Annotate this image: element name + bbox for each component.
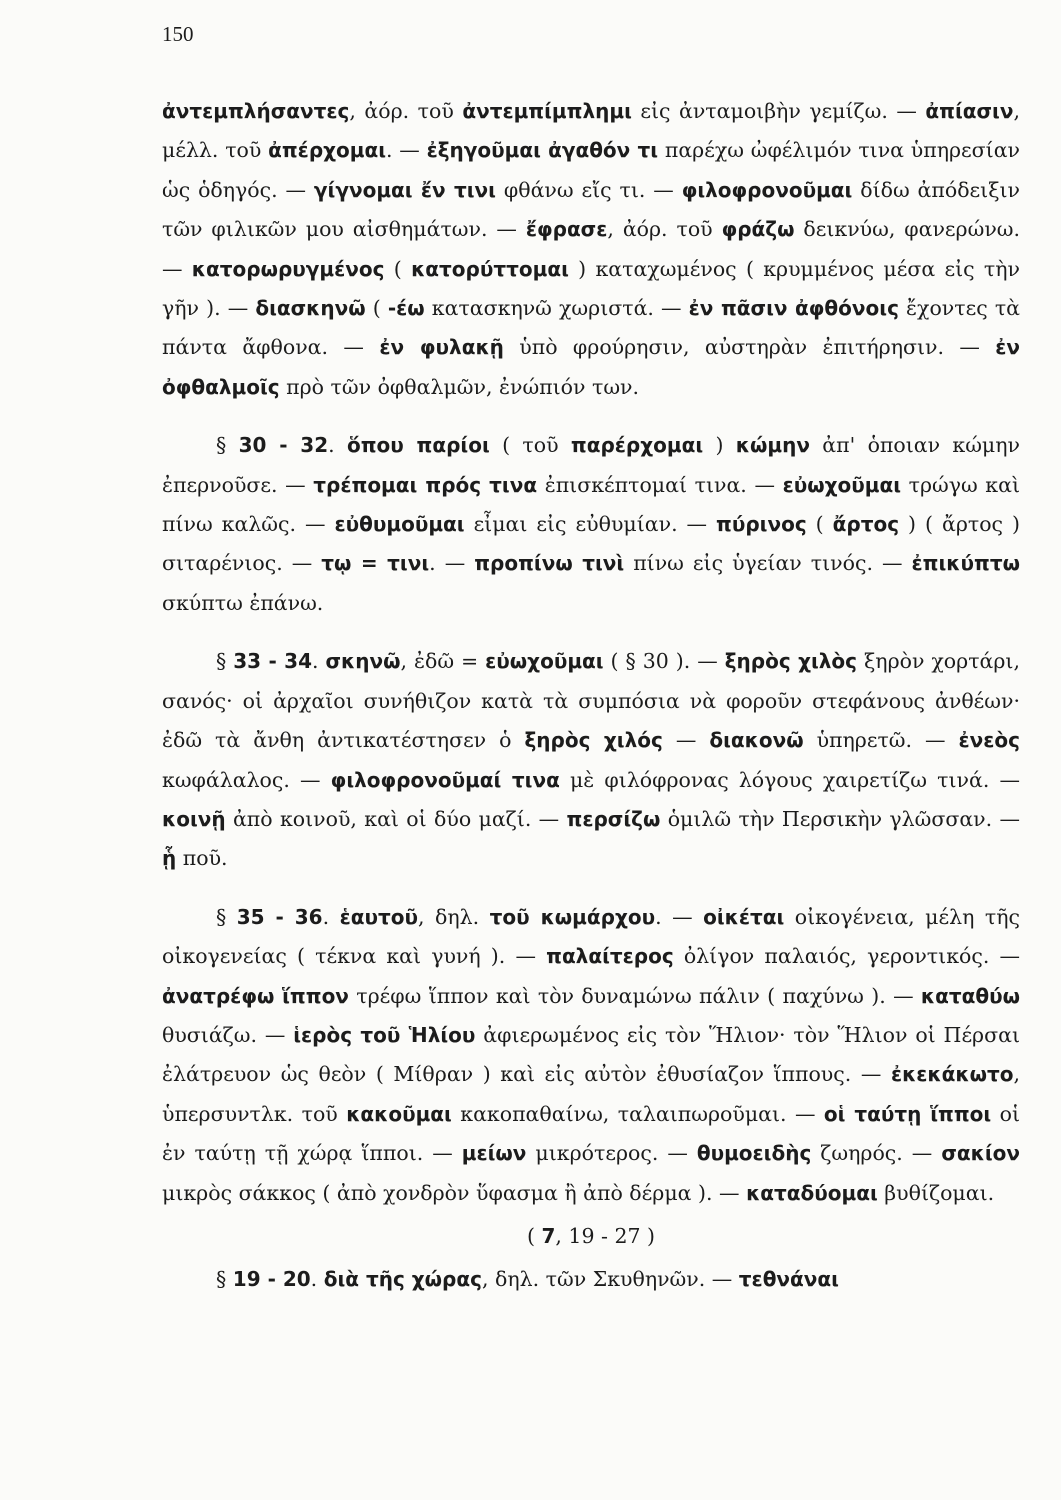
gloss-text: . — [322, 904, 340, 929]
headword: ἑαυτοῦ — [339, 904, 418, 929]
section-heading-chapter: 7 — [541, 1223, 556, 1248]
headword: ἔφρασε — [525, 217, 608, 242]
headword: κώμην — [735, 433, 810, 458]
gloss-text: κακοπαθαίνω, ταλαιπωροῦμαι. — — [451, 1101, 824, 1126]
gloss-text: φθάνω εἴς τι. — — [495, 177, 682, 202]
headword: κοινῇ — [162, 806, 226, 831]
headword: 35 - 36 — [236, 904, 323, 929]
headword: διακονῶ — [709, 728, 804, 753]
headword: ἐν ὀφθαλμοῖς — [162, 335, 1021, 399]
gloss-text: , ἀόρ. τοῦ — [607, 217, 722, 242]
gloss-text: οἰκογένεια, μέλη τῆς οἰκογενείας ( τέκνα καὶ γυνή ). — — [162, 904, 1020, 969]
gloss-text: ξηρὸν χορτάρι, σανός· οἱ ἀρχαῖοι συνήθιζον κατὰ τὰ συμπόσια νὰ φοροῦν στεφάνους ἀνθέων· ἐδῶ τὰ ἄνθη ἀντικατέστησεν ὁ — [162, 649, 1020, 753]
gloss-text: ( § 30 ). — — [603, 649, 725, 674]
headword: κατορωρυγμένος — [191, 256, 385, 281]
gloss-text: ) ( ἄρτος ) σιταρένιος. — — [162, 512, 1021, 576]
gloss-text: ( τοῦ — [489, 433, 571, 458]
gloss-text: . — — [655, 904, 704, 929]
gloss-text: δεικνύω, φανερώνω. — — [162, 217, 1021, 281]
gloss-text: κωφάλαλος. — — [162, 767, 331, 792]
headword: μείων — [461, 1141, 527, 1166]
headword: ἀπέρχομαι — [268, 138, 387, 163]
headword: θυμοειδὴς — [696, 1141, 812, 1166]
gloss-text: § — [216, 904, 237, 929]
commentary-text — [162, 92, 1020, 1300]
gloss-text: ( — [365, 296, 388, 321]
gloss-text: . — — [429, 551, 475, 576]
headword: οἱ ταύτῃ ἵπποι — [823, 1101, 992, 1126]
gloss-text: § — [216, 433, 239, 458]
headword: σκηνῶ — [325, 649, 401, 674]
headword: 19 - 20 — [232, 1267, 311, 1292]
section-heading — [162, 1217, 1020, 1256]
gloss-text: — — [662, 728, 710, 753]
headword: σακίον — [941, 1141, 1020, 1166]
gloss-text: ζωηρός. — — [811, 1141, 942, 1166]
headword: ἐν πᾶσιν ἀφθόνοις — [688, 296, 899, 321]
headword: ἱερὸς τοῦ Ἡλίου — [293, 1022, 476, 1047]
gloss-text: βυθίζομαι. — [877, 1180, 995, 1205]
headword: διασκηνῶ — [255, 296, 366, 321]
gloss-text: ὀλίγον παλαιός, γεροντικός. — — [673, 944, 1020, 969]
headword: 33 - 34 — [233, 649, 312, 674]
headword: 30 - 32 — [238, 433, 329, 458]
gloss-text: ὑπὸ φρούρησιν, αὐστηρὰν ἐπιτήρησιν. — — [503, 335, 996, 360]
headword: ἐκεκάκωτο — [890, 1062, 1014, 1087]
gloss-text: . — [328, 433, 347, 458]
headword: -έω — [387, 296, 425, 321]
gloss-text: ) — [703, 433, 736, 458]
headword: ἄρτος — [832, 512, 900, 537]
paragraph-section-35-36 — [162, 898, 1020, 1213]
gloss-text: τρέφω ἵππον καὶ τὸν δυναμώνω πάλιν ( παχύνω ). — — [348, 983, 921, 1008]
headword: εὐθυμοῦμαι — [334, 512, 465, 537]
gloss-text: ( — [384, 256, 412, 281]
headword: ἐξηγοῦμαι ἀγαθόν τι — [426, 138, 659, 163]
headword: περσίζω — [566, 806, 661, 831]
gloss-text: ἀπὸ κοινοῦ, καὶ οἱ δύο μαζί. — — [225, 806, 567, 831]
gloss-text: πίνω εἰς ὑγείαν τινός. — — [624, 551, 912, 576]
gloss-text: ὑπηρετῶ. — — [803, 728, 959, 753]
gloss-text: παρέχω ὠφέλιμόν τινα ὑπηρεσίαν ὡς ὁδηγός. — — [162, 138, 1021, 202]
gloss-text: εἶμαι εἰς εὐθυμίαν. — — [464, 512, 717, 537]
gloss-text: . — — [386, 138, 427, 163]
headword: καταδύομαι — [746, 1180, 878, 1205]
headword: φιλοφρονοῦμαι — [681, 177, 853, 202]
headword: ἀντεμπίμπλημι — [462, 99, 632, 123]
gloss-text: , δηλ. τῶν Σκυθηνῶν. — — [481, 1267, 739, 1292]
gloss-text: θυσιάζω. — — [162, 1022, 294, 1047]
headword: τοῦ κωμάρχου — [489, 904, 656, 929]
headword: εὐωχοῦμαι — [485, 649, 604, 674]
section-heading-open: ( — [526, 1223, 542, 1248]
gloss-text: ποῦ. — [176, 846, 228, 871]
headword: φράζω — [721, 217, 795, 242]
gloss-text: τρώγω καὶ πίνω καλῶς. — — [162, 472, 1020, 537]
headword: πύρινος — [716, 512, 807, 537]
headword: γίγνομαι ἔν τινι — [313, 177, 496, 202]
headword: καταθύω — [920, 983, 1021, 1008]
gloss-text: , μέλλ. τοῦ — [162, 99, 1021, 163]
gloss-text: σκύπτω ἐπάνω. — [162, 590, 324, 615]
headword: ἐν φυλακῇ — [379, 335, 504, 360]
section-heading-range: , 19 - 27 ) — [555, 1223, 656, 1248]
gloss-text: , ὑπερσυντλκ. τοῦ — [162, 1062, 1020, 1126]
headword: διὰ τῆς χώρας — [323, 1267, 482, 1292]
gloss-text: πρὸ τῶν ὀφθαλμῶν, ἐνώπιόν των. — [279, 374, 640, 399]
gloss-text: § — [216, 649, 234, 674]
page-number: 150 — [162, 22, 194, 46]
gloss-text: ) καταχωμένος ( κρυμμένος μέσα εἰς τὴν γῆν ). — — [162, 256, 1020, 321]
headword: ἀνατρέφω ἵππον — [162, 983, 349, 1008]
headword: παρέρχομαι — [570, 433, 704, 458]
gloss-text: ἀπ' ὁποιαν κώμην ἐπερνοῦσε. — — [162, 433, 1020, 497]
gloss-text: , ἀόρ. τοῦ — [349, 99, 463, 123]
headword: εὐωχοῦμαι — [782, 472, 901, 497]
headword: προπίνω τινὶ — [474, 551, 625, 576]
headword: ὅπου παρίοι — [346, 433, 490, 458]
headword: φιλοφρονοῦμαί τινα — [330, 767, 560, 792]
gloss-text: εἰς ἀνταμοιβὴν γεμίζω. — — [631, 99, 926, 123]
paragraph-section-19-20 — [162, 1260, 1020, 1299]
headword: ξηρὸς χιλός — [524, 728, 663, 753]
gloss-text: ἐπισκέπτομαί τινα. — — [537, 472, 783, 497]
headword: ἀπίασιν — [925, 99, 1014, 123]
gloss-text: ὁμιλῶ τὴν Περσικὴν γλῶσσαν. — — [660, 806, 1020, 831]
gloss-text: μικρότερος. — — [526, 1141, 697, 1166]
gloss-text: μικρὸς σάκκος ( ἀπὸ χονδρὸν ὕφασμα ἢ ἀπὸ δέρμα ). — — [162, 1180, 747, 1205]
paragraph-glossary-1 — [162, 92, 1020, 407]
gloss-text: , ἐδῶ = — [400, 649, 486, 674]
gloss-text: . — [312, 649, 326, 674]
gloss-text: . — [310, 1267, 324, 1292]
gloss-text: ( — [806, 512, 833, 537]
headword: ἐνεὸς — [958, 728, 1021, 753]
headword: ᾗ — [162, 846, 177, 871]
paragraph-section-30-32 — [162, 426, 1020, 623]
headword: τεθνάναι — [738, 1267, 839, 1292]
headword: ἐπικύπτω — [911, 551, 1020, 576]
headword: τρέπομαι πρός τινα — [313, 472, 538, 497]
headword: τῳ = τινι — [321, 551, 430, 576]
gloss-text: , δηλ. — [418, 904, 490, 929]
headword: ἀντεμπλήσαντες — [162, 99, 350, 123]
gloss-text: δίδω ἀπόδειξιν τῶν φιλικῶν μου αἰσθημάτων. — — [162, 177, 1021, 242]
gloss-text: ἀφιερωμένος εἰς τὸν Ἥλιον· τὸν Ἥλιον οἱ Πέρσαι ἐλάτρευον ὡς θεὸν ( Μίθραν ) καὶ εἰς αὐτὸν ἐθυσίαζον ἵππους. — — [162, 1022, 1020, 1087]
gloss-text: § — [216, 1267, 233, 1292]
headword: παλαίτερος — [546, 944, 674, 969]
gloss-text: κατασκηνῶ χωριστά. — — [424, 296, 689, 321]
headword: κατορύττομαι — [411, 256, 569, 281]
gloss-text: ἔχοντες τὰ πάντα ἄφθονα. — — [162, 296, 1020, 360]
headword: οἰκέται — [703, 904, 785, 929]
headword: ξηρὸς χιλὸς — [724, 649, 858, 674]
headword: κακοῦμαι — [346, 1101, 452, 1126]
paragraph-section-33-34 — [162, 642, 1020, 878]
gloss-text: μὲ φιλόφρονας λόγους χαιρετίζω τινά. — — [559, 767, 1020, 792]
gloss-text: οἱ ἐν ταύτῃ τῇ χώρᾳ ἵπποι. — — [162, 1101, 1020, 1166]
